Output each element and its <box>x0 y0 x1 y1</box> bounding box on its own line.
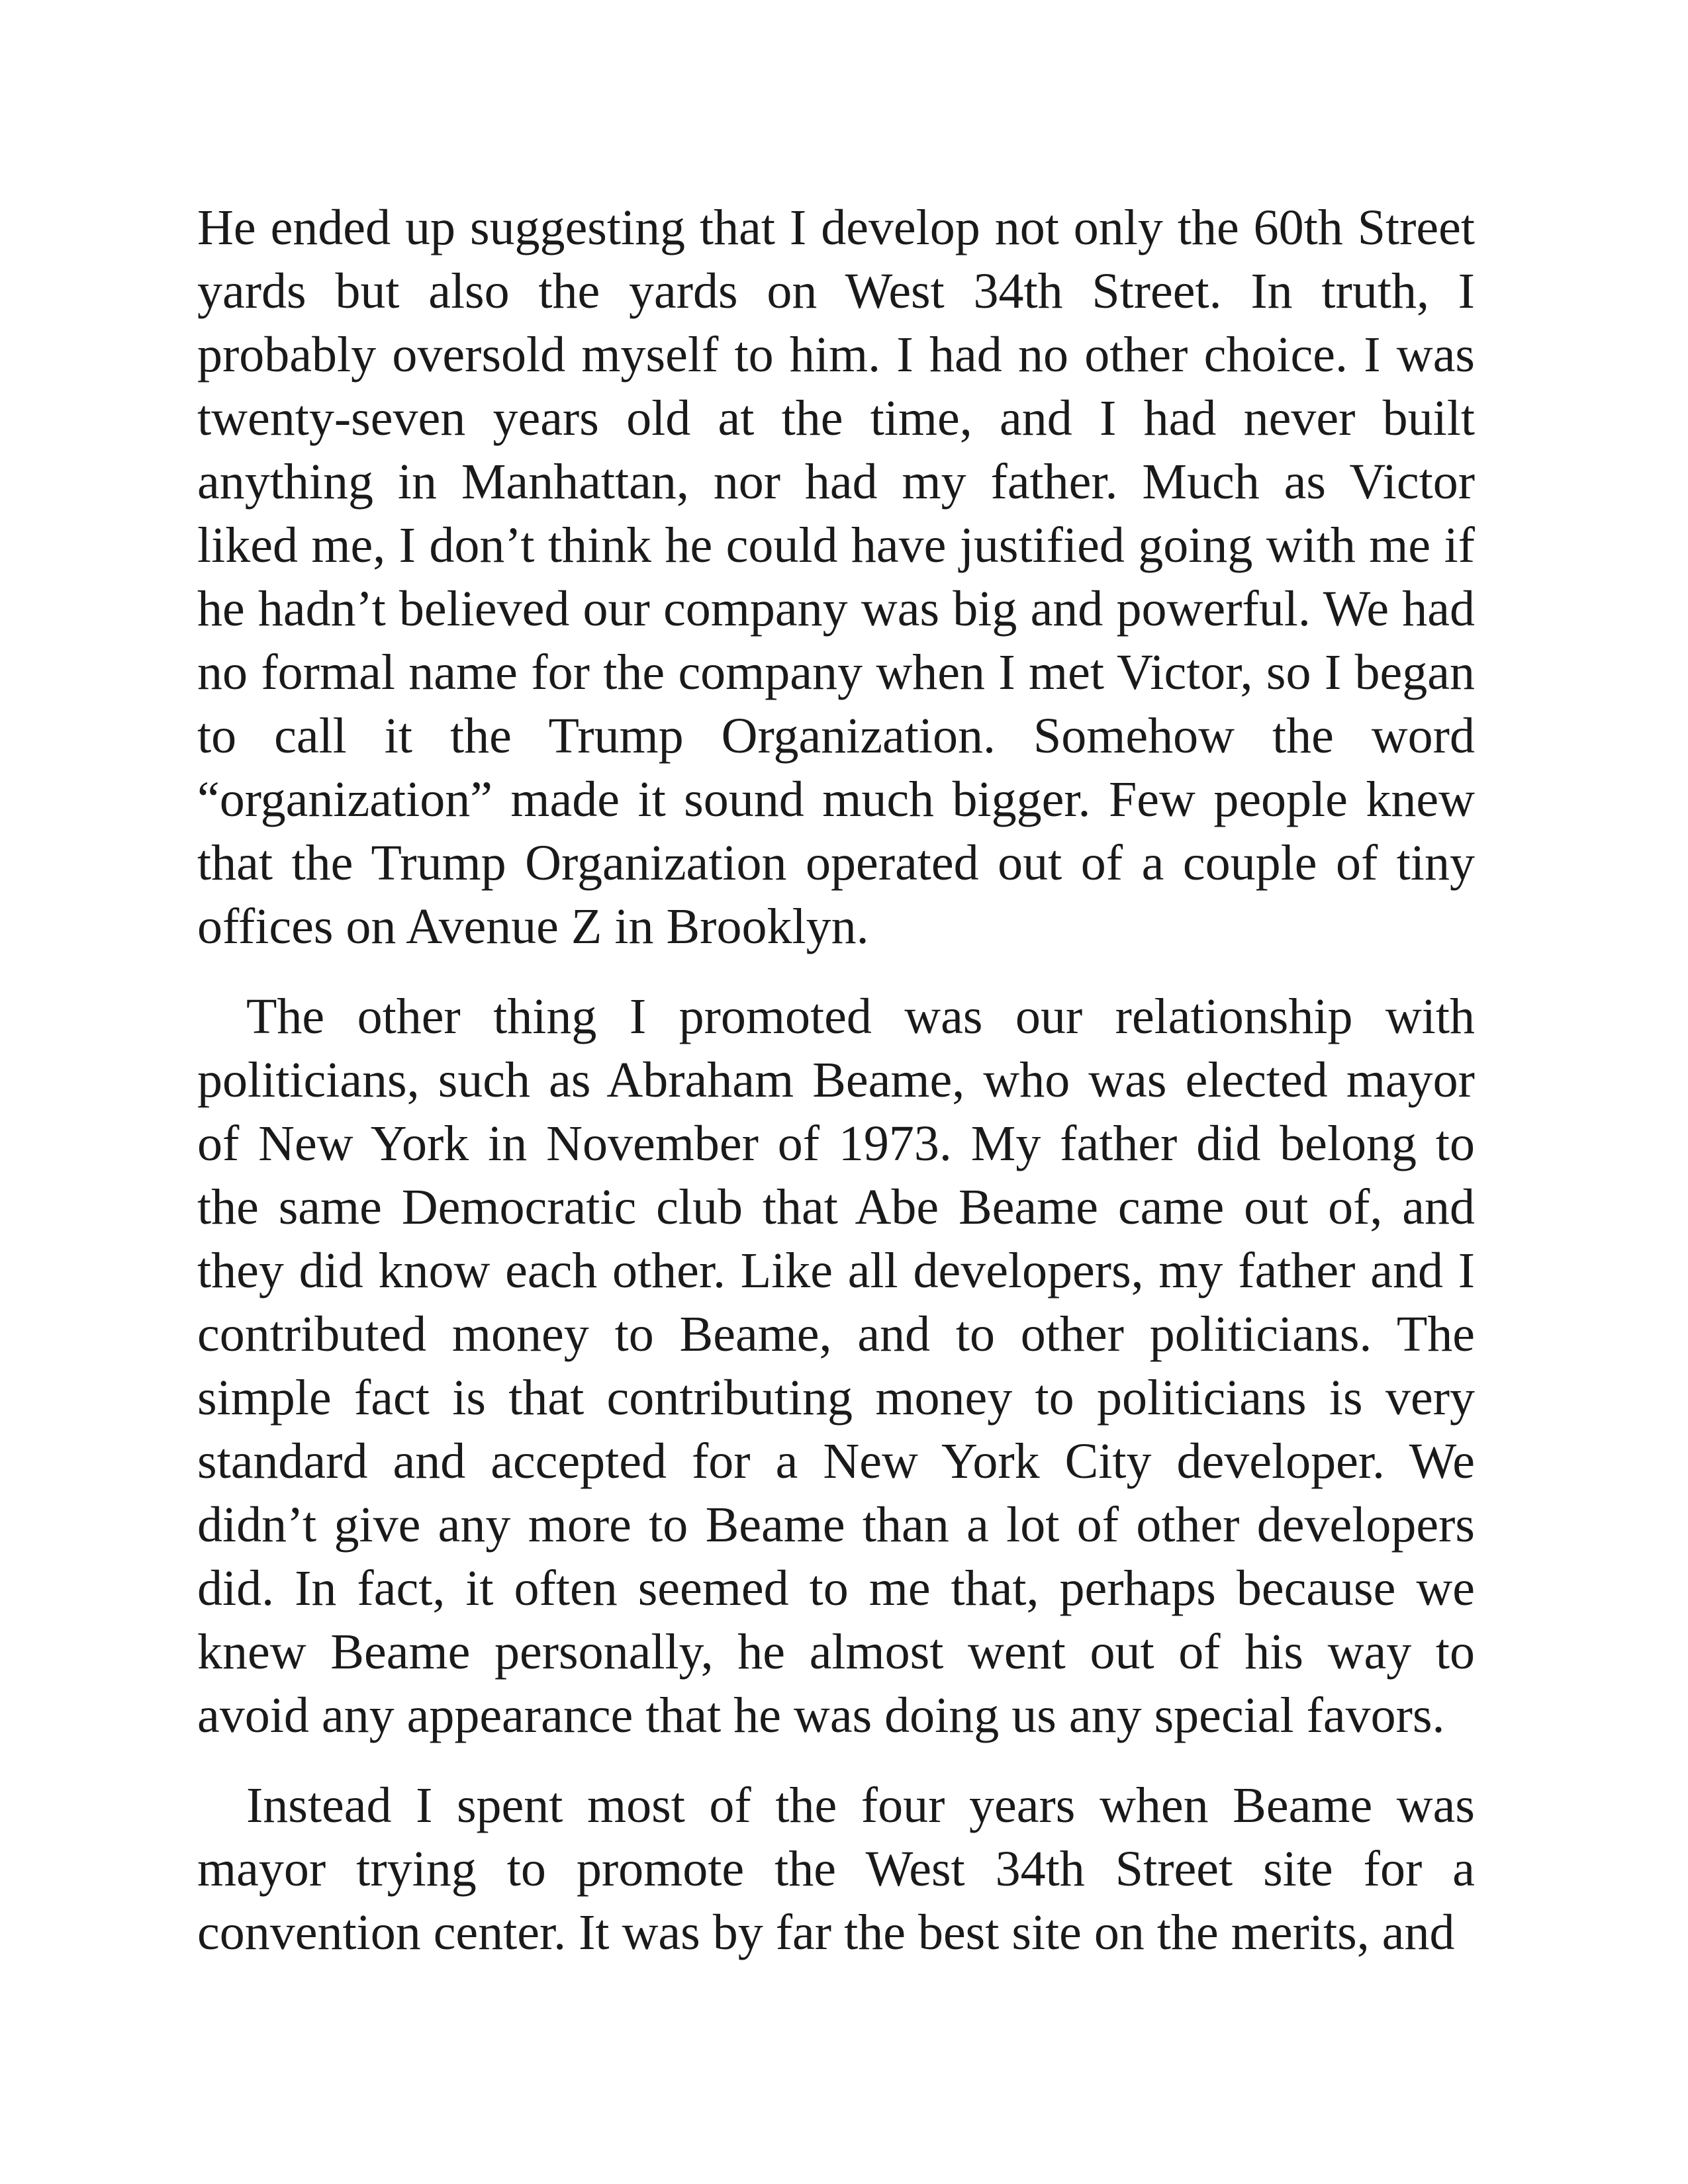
paragraph: Instead I spent most of the four years when Beame was mayor trying to promote the West 34th Street site for a convention center. It was by far the best site on the merits, and <box>197 1778 1475 1960</box>
paragraph: The other thing I promoted was our relationship with politicians, such as Abraham Beame, who was elected mayor of New York in November of 1973. My father did belong to the same Democratic club that Abe Beame came out of, and they did know each other. Like all developers, my father and I contributed money to Beame, and to other politicians. The simple fact is that contributing money to politicians is very standard and accepted for a New York City developer. We didn’t give any more to Beame than a lot of other developers did. In fact, it often seemed to me that, perhaps because we knew Beame personally, he almost went out of his way to avoid any appearance that he was doing us any special favors. <box>197 989 1475 1743</box>
body-text <box>197 196 1475 1964</box>
paragraph: He ended up suggesting that I develop not only the 60th Street yards but also the yards on West 34th Street. In truth, I probably oversold myself to him. I had no other choice. I was twenty-seven years old at the time, and I had never built anything in Manhattan, nor had my father. Much as Victor liked me, I don’t think he could have justified going with me if he hadn’t believed our company was big and powerful. We had no formal name for the company when I met Victor, so I began to call it the Trump Organization. Somehow the word “organization” made it sound much bigger. Few people knew that the Trump Organization operated out of a couple of tiny offices on Avenue Z in Brooklyn. <box>197 200 1475 954</box>
